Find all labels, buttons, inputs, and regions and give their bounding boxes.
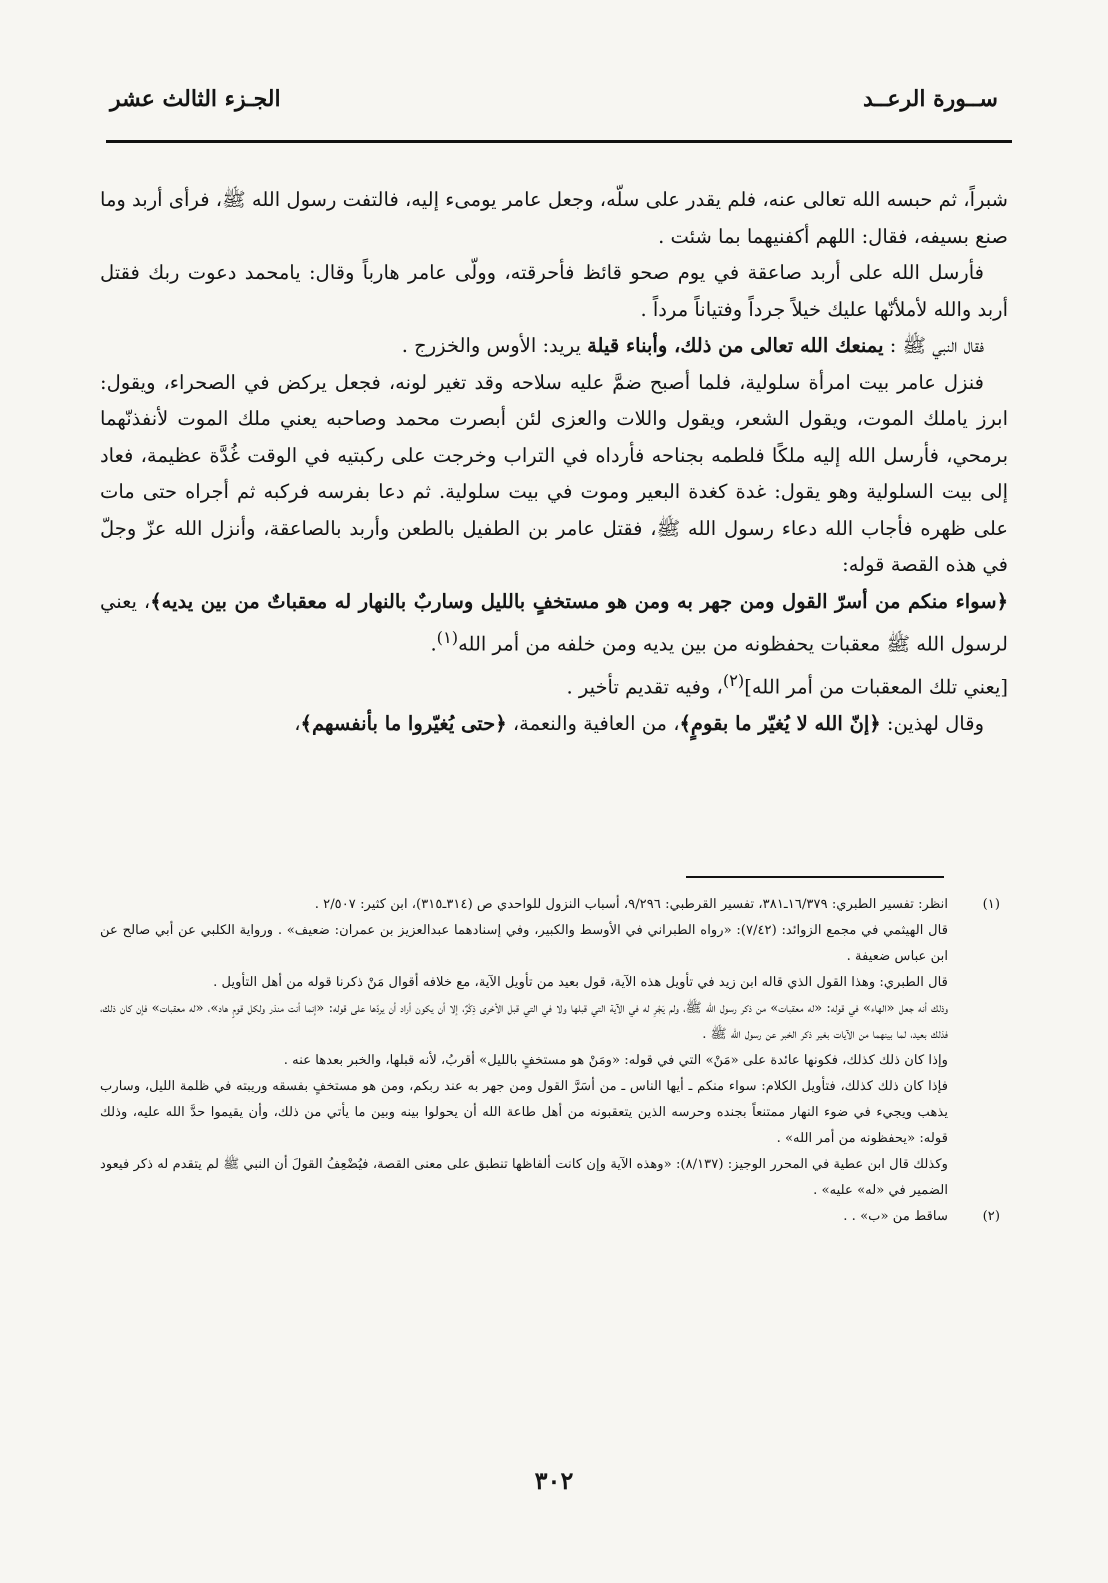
footnote-1-line-7: وكذلك قال ابن عطية في المحرر الوجيز: (٨/١٣٧): «وهذه الآية وإن كانت ألفاظها تنطبق على معنى القصة، فيُضْعِفُ القولَ أن النبي ﷺ لم يتقدم له ذكر فيعود الضمير في «له» عليه» .	[100, 1157, 948, 1198]
paragraph-2: فأرسل الله على أربد صاعقة في يوم صحو قائظ فأحرقته، وولّى عامر هارباً وقال: يامحمد دعوت ربك فقتل أربد والله لأملأنّها عليك خيلاً جرداً وفتياناً مرداً .	[100, 261, 1008, 321]
paragraph-3-rest: يريد: الأوس والخزرج .	[401, 334, 588, 357]
paragraph-6-b: ، وفيه تقديم تأخير .	[566, 675, 723, 699]
hadith-quote: يمنعك الله تعالى من ذلك، وأبناء قيلة	[587, 334, 884, 357]
footnote-2-number: (٢)	[982, 1209, 1000, 1224]
footnote-1-line-5: وإذا كان ذلك كذلك، فكونها عائدة على «مَنْ» التي في قوله: «ومَنْ هو مستخفٍ بالليل» أقربُ، لأنه قبلها، والخبر بعدها عنه .	[283, 1053, 948, 1068]
part-title: الجـزء الثالث عشر	[110, 86, 281, 112]
quran-verse-3: ﴿حتى يُغيّروا ما بأنفسهم﴾	[300, 712, 507, 735]
paragraph-7-b: ، من العافية والنعمة،	[506, 712, 680, 735]
surah-title: ســورة الرعــد	[862, 86, 998, 112]
paragraph-5	[100, 584, 1008, 664]
page-header	[110, 86, 998, 126]
paragraph-5-tail: .	[430, 632, 437, 656]
quran-verse-2: ﴿إنّ الله لا يُغيّر ما بقومٍ﴾	[679, 712, 881, 735]
footnote-ref-1[interactable]: (١)	[436, 628, 459, 647]
paragraph-3	[100, 328, 1008, 365]
paragraph-1: شبراً، ثم حبسه الله تعالى عنه، فلم يقدر على سلّه، وجعل عامر يومىء إليه، فالتفت رسول الله ﷺ، فرأى أربد وما صنع بسيفه، فقال: اللهم أكفنيهما بما شئت .	[100, 188, 1008, 248]
footnote-2	[100, 1204, 1000, 1230]
footnote-1	[100, 892, 1000, 918]
footnote-1-line-4: وذلك أنه جعل «الهاء» في قوله: «له معقبات» من ذكر رسول الله ﷺ، ولم يَجْرِ له في الآية التي قبلها ولا في التي قبل الأخرى ذِكْرٌ، إلا أن يكون أراد أن يردّها على قوله: «إنما أنت منذر ولكل قومٍ هاد»، «له معقبات» فإن كان ذلك، فذلك بعيد، لما بينهما من الآيات بغير ذكر الخبر عن رسول الله ﷺ .	[100, 1001, 948, 1042]
footnote-1-line-2: قال الهيثمي في مجمع الزوائد: (٧/٤٢): «رواه الطبراني في الأوسط والكبير، وفي إسنادهما عبدالعزيز بن عمران: ضعيف» . ورواية الكلبي عن أبي صالح عن ابن عباس ضعيفة .	[100, 923, 948, 964]
footnote-divider	[686, 876, 944, 878]
paragraph-6	[100, 663, 1008, 706]
footnote-1-number: (١)	[982, 897, 1000, 912]
footnote-ref-2[interactable]: (٢)	[722, 671, 745, 690]
paragraph-7	[100, 706, 1008, 743]
footnote-1-line-1: انظر: تفسير الطبري: ١٦/٣٧٩ـ٣٨١، تفسير القرطبي: ٩/٢٩٦، أسباب النزول للواحدي ص (٣١٤ـ٣١٥)، ابن كثير: ٢/٥٠٧ .	[314, 897, 948, 912]
main-text	[100, 182, 1008, 743]
paragraph-7-c: ،	[294, 712, 301, 735]
paragraph-6-a: [يعني تلك المعقبات من أمر الله]	[744, 675, 1008, 699]
quran-verse-1: ﴿سواء منكم من أسرّ القول ومن جهر به ومن هو مستخفٍ بالليل وساربٌ بالنهار له معقباتٌ من بين يديه﴾	[150, 589, 1009, 613]
footnote-2-text: ساقط من «ب» . .	[843, 1209, 948, 1224]
paragraph-7-a: وقال لهذين:	[880, 712, 984, 735]
paragraph-5-rest: ، يعني لرسول الله ﷺ معقبات يحفظونه من بين يديه ومن خلفه من أمر الله	[100, 589, 1008, 656]
footnotes	[100, 892, 1000, 1230]
page-number: ٣٠٢	[534, 1466, 574, 1495]
paragraph-4: فنزل عامر بيت امرأة سلولية، فلما أصبح ضمَّ عليه سلاحه وقد تغير لونه، فجعل يركض في الصحراء، ويقول: ابرز ياملك الموت، ويقول الشعر، ويقول واللات والعزى لئن أبصرت محمد وصاحبه يعني ملك الموت لأنفذنّهما برمحي، فأرسل الله إليه ملكًا فلطمه بجناحه فأرداه في التراب وخرجت على ركبتيه في الوقت غُدَّة عظيمة، فعاد إلى بيت السلولية وهو يقول: غدة كغدة البعير وموت في بيت سلولية. ثم دعا بفرسه فركبه ثم أجراه حتى مات على ظهره فأجاب الله دعاء رسول الله ﷺ، فقتل عامر بن الطفيل بالطعن وأربد بالصاعقة، وأنزل الله عزّ وجلّ في هذه القصة قوله:	[100, 370, 1008, 576]
footnote-1-line-3: قال الطبري: وهذا القول الذي قاله ابن زيد في تأويل هذه الآية، قول بعيد من تأويل الآية، مع خلافه أقوال مَنْ ذكرنا قوله من أهل التأويل .	[213, 975, 948, 990]
paragraph-3-intro: فقال النبي ﷺ :	[883, 334, 984, 357]
header-divider	[106, 140, 1012, 143]
footnote-1-line-6: فإذا كان ذلك كذلك، فتأويل الكلام: سواء منكم ـ أيها الناس ـ من أسَرَّ القول ومن جهر به عند ربكم، ومن هو مستخفٍ بفسقه وريبته في ظلمة الليل، وسارب يذهب ويجيء في ضوء النهار ممتنعاً بجنده وحرسه الذين يتعقبونه من أهل طاعة الله أن يحولوا بينه وبين ما يأتي من ذلك، وأن يقيموا حدَّ الله عليه، وذلك قوله: «يحفظونه من أمر الله» .	[100, 1079, 948, 1146]
